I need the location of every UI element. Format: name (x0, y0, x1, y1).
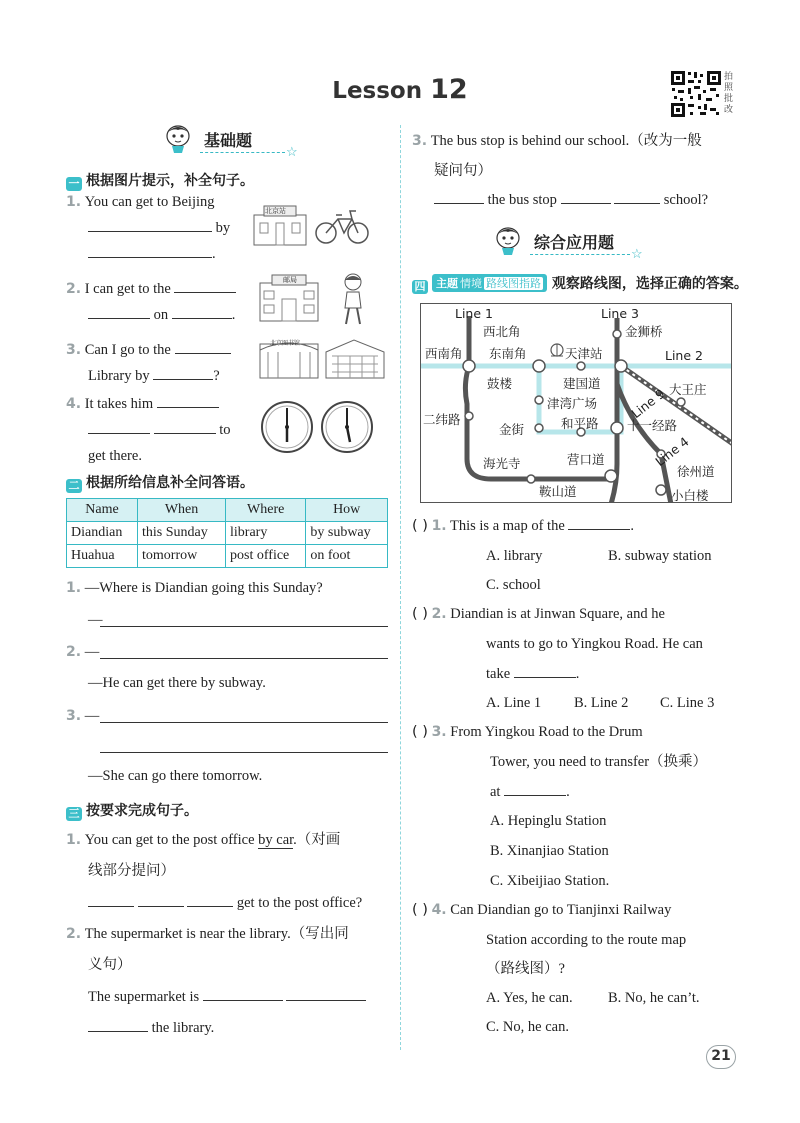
qr-code-icon[interactable] (670, 70, 722, 118)
item-text: Can I go to the (84, 342, 171, 358)
route-map (420, 303, 732, 503)
item-text: The supermarket is (88, 989, 200, 1005)
part3-item-3 (412, 131, 702, 151)
answer-blank[interactable] (175, 340, 231, 354)
option-a[interactable]: A. Yes, he can. (486, 990, 573, 1006)
post-office-sign: 邮局 (283, 276, 297, 284)
part3-item-1-cont: 线部分提问） (88, 863, 175, 879)
item-text: on (153, 307, 169, 323)
answer-blank[interactable] (88, 893, 134, 907)
answer-paren[interactable]: ( ) (412, 606, 428, 622)
item-text: to (219, 422, 231, 438)
item-text: The supermarket is near the library.（写出同 (84, 926, 349, 942)
section-applied-banner (490, 224, 650, 261)
section-basic-underline (200, 152, 285, 153)
part3-item-2 (66, 924, 349, 944)
page-number: 21 (706, 1045, 736, 1069)
station-label: 鼓楼 (487, 376, 513, 391)
item-text: school? (663, 192, 709, 208)
station-label: 金狮桥 (625, 324, 663, 339)
theme-topic: 路线图指路 (486, 277, 541, 290)
item-text: . (566, 784, 570, 800)
answer-blank[interactable] (153, 366, 213, 380)
item-number: 4. (431, 902, 447, 918)
item-text: ? (213, 368, 220, 384)
part3-item-1-answer (88, 893, 362, 913)
answer-blank[interactable] (286, 987, 366, 1001)
part1-item-2 (66, 279, 256, 325)
item-text: . (212, 246, 216, 262)
option-b[interactable]: B. Xinanjiao Station (490, 843, 609, 859)
table-cell: Diandian (67, 522, 138, 545)
line-9-tag: Line 9 (628, 385, 668, 422)
option-a[interactable]: A. library (486, 548, 543, 564)
part4-question-4-line2: Station according to the route map (486, 932, 687, 948)
part2-badge: 二 (66, 479, 82, 493)
part3-item-1 (66, 830, 340, 850)
section-applied-underline (530, 254, 630, 255)
station-label: 营口道 (567, 452, 605, 467)
answer-blank[interactable] (88, 420, 150, 434)
table-cell: by subway (306, 522, 388, 545)
item-number: 2. (66, 281, 82, 297)
table-header: When (138, 499, 226, 522)
item-number: 2. (431, 606, 447, 622)
part2-item-2 (66, 642, 99, 662)
part3-heading (66, 800, 198, 821)
part4-question-2-line3 (486, 664, 579, 684)
part4-question-3-line3 (490, 782, 570, 802)
table-cell: Huahua (67, 545, 138, 568)
item-text: You can get to Beijing (84, 194, 215, 210)
item-text: This is a map of the (450, 518, 565, 534)
section-basic-banner (160, 122, 310, 159)
item-number: 4. (66, 396, 82, 412)
item-number: 3. (66, 708, 82, 724)
part2-item-3-reply: —She can go there tomorrow. (88, 768, 263, 784)
table-cell: this Sunday (138, 522, 226, 545)
station-label: 徐州道 (677, 464, 715, 479)
part4-question-3 (412, 722, 643, 742)
answer-line[interactable] (100, 752, 388, 753)
part4-heading-text: 观察路线图，选择正确的答案。 (551, 276, 748, 292)
item-number: 3. (431, 724, 447, 740)
item-text: get to the post office? (236, 895, 363, 911)
part1-badge: 一 (66, 177, 82, 191)
station-label: 建国道 (563, 376, 601, 391)
section-basic-title: 基础题 (204, 131, 253, 150)
item-text: . (630, 518, 635, 534)
theme-tag (432, 274, 547, 292)
item-text: It takes him (84, 396, 154, 412)
option-b[interactable]: B. No, he can’t. (608, 990, 700, 1006)
item-number: 2. (66, 644, 82, 660)
part3-badge: 三 (66, 807, 82, 821)
theme-tag-label: 主题 (436, 277, 458, 290)
table-header: Name (67, 499, 138, 522)
library-sign: 北京图书馆 (270, 340, 301, 347)
part4-question-1 (412, 516, 634, 536)
option-a[interactable]: A. Line 1 (486, 695, 542, 711)
answer-blank[interactable] (157, 394, 219, 408)
item-text: . (575, 666, 580, 682)
station-label: 西南角 (425, 346, 463, 361)
answer-blank[interactable] (88, 244, 212, 258)
answer-blank[interactable] (187, 893, 233, 907)
bicycle-image (314, 205, 370, 245)
star-icon: ☆ (631, 246, 643, 261)
item-number: 1. (66, 832, 82, 848)
lesson-word: Lesson (332, 78, 423, 104)
item-number: 3. (412, 133, 428, 149)
table-header: How (306, 499, 388, 522)
part2-item-3 (66, 706, 99, 726)
item-text: get there. (88, 448, 142, 464)
column-divider (400, 125, 401, 1050)
item-text: —Where is Diandian going this Sunday? (84, 580, 323, 596)
answer-line[interactable] (100, 658, 388, 659)
part4-heading (412, 273, 748, 294)
option-c[interactable]: C. Xibeijiao Station. (490, 873, 610, 889)
answer-blank[interactable] (203, 987, 283, 1001)
part4-question-4 (412, 900, 671, 920)
option-c[interactable]: C. school (486, 577, 541, 593)
part1-heading (66, 170, 254, 191)
theme-tag-sub: 情境 (460, 277, 482, 290)
qr-label: 拍照批改 (724, 72, 734, 115)
part3-item-3-answer (434, 190, 708, 210)
table-cell: post office (226, 545, 306, 568)
item-text: You can get to the post office (84, 832, 259, 848)
part1-item-4 (66, 394, 256, 466)
item-number: 1. (431, 518, 447, 534)
subway-image (324, 336, 386, 380)
answer-blank[interactable] (154, 420, 216, 434)
part2-heading-text: 根据所给信息补全问答语。 (86, 475, 254, 491)
part4-question-2 (412, 604, 665, 624)
station-label: 西北角 (483, 324, 521, 339)
mascot-icon (490, 224, 526, 256)
item-number: 1. (66, 194, 82, 210)
station-label: 和平路 (561, 416, 599, 431)
item-text: From Yingkou Road to the Drum (450, 724, 643, 740)
item-text: — (84, 708, 100, 724)
section-applied-title: 综合应用题 (534, 233, 615, 252)
option-b[interactable]: B. Line 2 (574, 695, 629, 711)
line-4-tag: Line 4 (652, 433, 692, 470)
part4-question-2-line2: wants to go to Yingkou Road. He can (486, 636, 703, 652)
option-c[interactable]: C. No, he can. (486, 1019, 569, 1035)
station-label: 津湾广场 (547, 396, 598, 411)
item-text: Diandian is at Jinwan Square, and he (450, 606, 665, 622)
option-c[interactable]: C. Line 3 (660, 695, 715, 711)
answer-blank[interactable] (88, 1018, 148, 1032)
part4-badge: 四 (412, 280, 428, 294)
item-number: 3. (66, 342, 82, 358)
answer-line[interactable] (100, 722, 388, 723)
clock-icon (320, 400, 374, 454)
table-row (67, 545, 388, 568)
part4-question-4-line3: （路线图）? (486, 961, 565, 977)
item-text: .（对画 (293, 832, 341, 848)
lesson-number: 12 (430, 74, 468, 105)
answer-blank[interactable] (172, 305, 232, 319)
answer-blank[interactable] (514, 664, 576, 678)
item-number: 1. (66, 580, 82, 596)
item-text: — (84, 644, 100, 660)
part1-item-1 (66, 192, 246, 264)
station-label: 金街 (499, 422, 525, 437)
line-3-tag: Line 3 (601, 306, 639, 321)
part2-item-1 (66, 578, 323, 598)
part3-heading-text: 按要求完成句子。 (86, 803, 198, 819)
answer-blank[interactable] (138, 893, 184, 907)
item-text: I can get to the (84, 281, 171, 297)
answer-paren[interactable]: ( ) (412, 518, 428, 534)
answer-line[interactable] (100, 626, 388, 627)
answer-blank[interactable] (434, 190, 484, 204)
table-cell: on foot (306, 545, 388, 568)
answer-blank[interactable] (568, 516, 630, 530)
station-sign: 北京站 (265, 207, 286, 215)
clock-icon (260, 400, 314, 454)
table-row (67, 522, 388, 545)
option-a[interactable]: A. Hepinglu Station (490, 813, 607, 829)
item-text: Can Diandian go to Tianjinxi Railway (450, 902, 672, 918)
station-label: 东南角 (489, 346, 527, 361)
answer-blank[interactable] (88, 305, 150, 319)
underlined-phrase: by car (258, 832, 294, 848)
line-1-tag: Line 1 (455, 306, 493, 321)
item-text: The bus stop is behind our school.（改为一般 (430, 133, 702, 149)
answer-blank[interactable] (504, 782, 566, 796)
station-label: 大王庄 (669, 382, 707, 397)
item-text: Library by (88, 368, 150, 384)
part1-heading-text: 根据图片提示，补全句子。 (86, 173, 254, 189)
station-label: 小白楼 (671, 488, 709, 503)
table-header-row (67, 499, 388, 522)
table-cell: tomorrow (138, 545, 226, 568)
item-text: the bus stop (487, 192, 557, 208)
answer-blank[interactable] (561, 190, 611, 204)
part2-heading (66, 472, 254, 493)
part3-item-2-cont: 义句） (88, 957, 132, 973)
star-icon: ☆ (286, 144, 298, 159)
table-header: Where (226, 499, 306, 522)
part3-item-3-cont: 疑问句） (434, 163, 492, 179)
part3-item-2-answer-cont (88, 1018, 214, 1038)
item-text: by (215, 220, 231, 236)
item-text: take (486, 666, 511, 682)
answer-blank[interactable] (88, 218, 212, 232)
table-cell: library (226, 522, 306, 545)
answer-paren[interactable]: ( ) (412, 724, 428, 740)
station-label: 海光寺 (483, 456, 521, 471)
line-2-tag: Line 2 (665, 348, 703, 363)
answer-blank[interactable] (614, 190, 660, 204)
station-label: 天津站 (565, 346, 603, 361)
mascot-icon (160, 122, 196, 154)
station-label: 十一经路 (627, 418, 678, 433)
part2-item-1-answer-prefix: — (88, 612, 103, 628)
station-label: 鞍山道 (539, 484, 577, 499)
part3-item-2-answer (88, 987, 366, 1007)
item-text: the library. (151, 1020, 215, 1036)
answer-blank[interactable] (174, 279, 236, 293)
walking-girl-image (338, 272, 368, 328)
item-text: . (231, 307, 236, 323)
item-text: at (490, 784, 501, 800)
info-table (66, 498, 388, 568)
item-number: 2. (66, 926, 82, 942)
option-b[interactable]: B. subway station (608, 548, 712, 564)
part2-item-2-reply: —He can get there by subway. (88, 675, 266, 691)
part1-item-3 (66, 340, 256, 386)
station-label: 二纬路 (423, 412, 461, 427)
part4-question-3-line2: Tower, you need to transfer（换乘） (490, 754, 708, 770)
answer-paren[interactable]: ( ) (412, 902, 428, 918)
